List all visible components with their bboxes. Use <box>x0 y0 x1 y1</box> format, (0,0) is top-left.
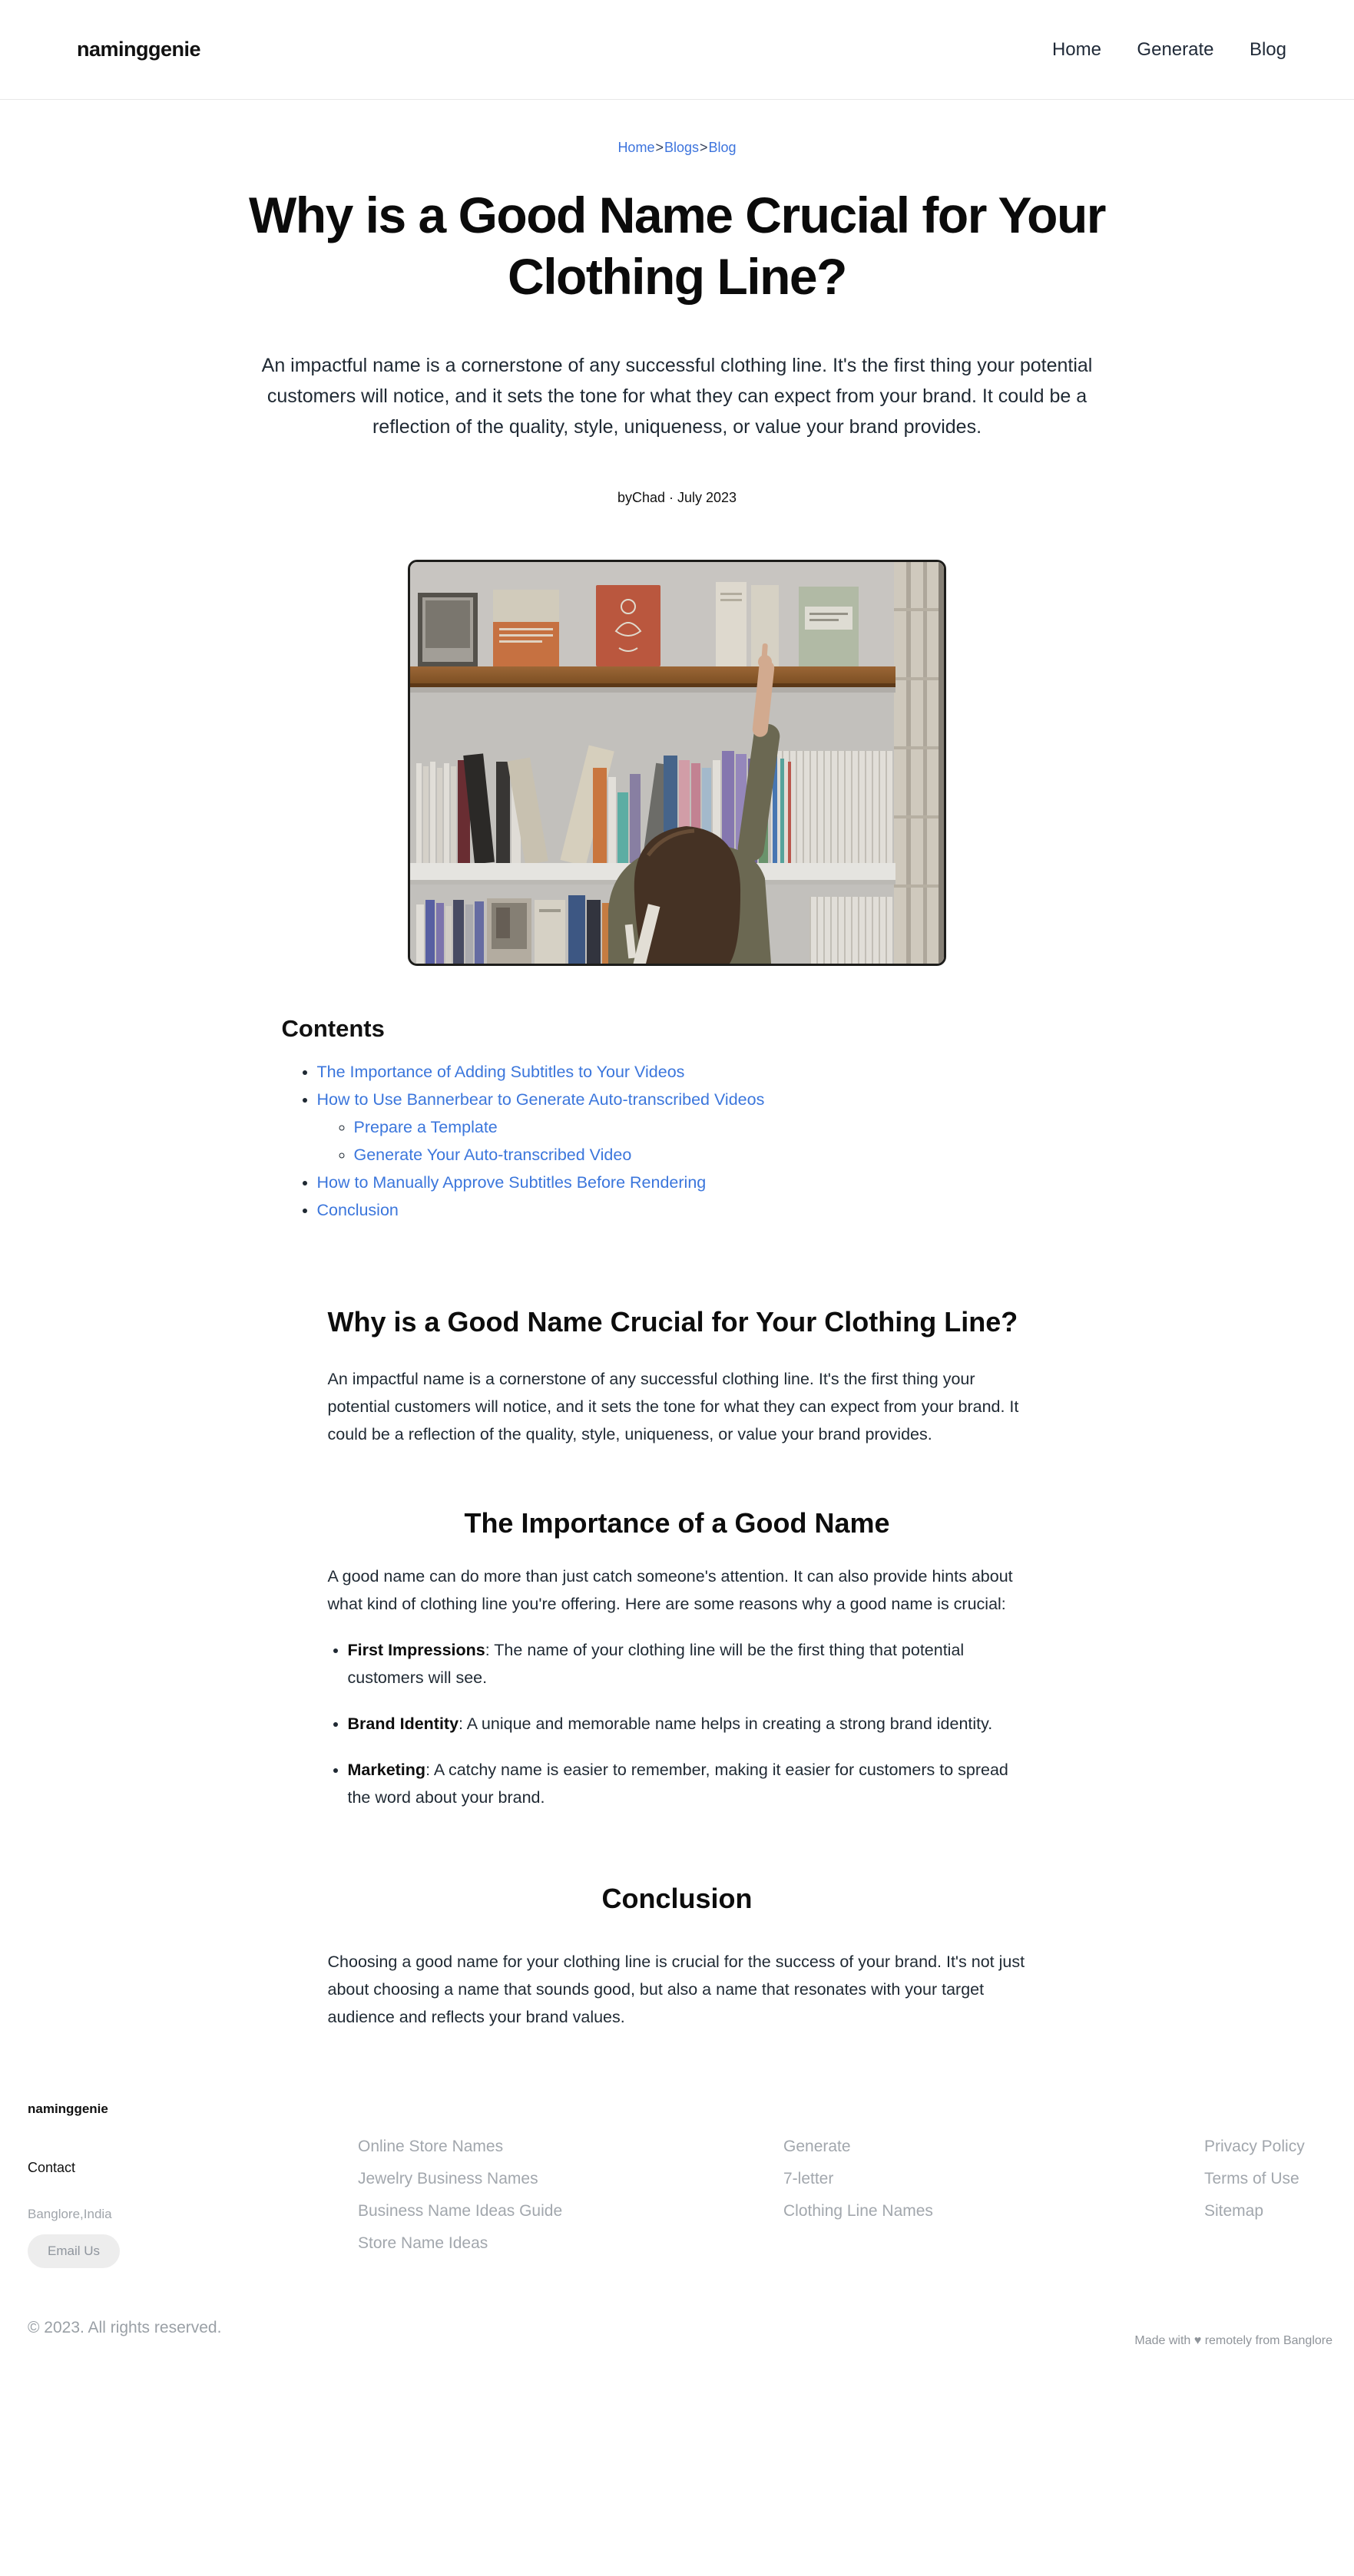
footer-link-online-store-names[interactable]: Online Store Names <box>358 2138 504 2156</box>
contents-subitem <box>354 1141 1073 1169</box>
post-byline: byChad · July 2023 <box>617 489 737 505</box>
section-paragraph: An impactful name is a cornerstone of any successful clothing line. It's the first thing your potential customers will notice, and it sets the tone for what they can expect from your brand. It could be a reflection of the quality, style, uniqueness, or value your brand provides. <box>327 1369 1019 1443</box>
breadcrumb <box>0 140 1354 156</box>
contents-sublist <box>317 1113 1073 1169</box>
post-intro: An impactful name is a cornerstone of any successful clothing line. It's the first thing your potential customers will notice, and it sets the tone for what they can expect from your brand. It could be a reflection of the quality, style, uniqueness, or value your brand provides. <box>261 354 1093 438</box>
footer-column-name-ideas <box>358 2138 783 2251</box>
contents-heading: Contents <box>281 1014 385 1042</box>
made-with-text: Made with ♥ remotely from Banglore <box>1134 2334 1332 2348</box>
page-title: Why is a Good Name Crucial for Your Clothing Line? <box>249 187 1105 305</box>
breadcrumb-blog[interactable]: Blog <box>708 140 737 155</box>
bookshelf-illustration <box>410 562 944 964</box>
contents-item <box>317 1058 1073 1086</box>
footer-link-clothing-line-names[interactable]: Clothing Line Names <box>783 2202 933 2221</box>
breadcrumb-blogs[interactable]: Blogs <box>664 140 699 155</box>
footer-columns <box>28 2101 1332 2268</box>
article-body <box>328 1301 1027 2031</box>
footer-brand-column <box>28 2101 358 2268</box>
contents-subitem <box>354 1113 1073 1141</box>
contents-link-use-bannerbear[interactable]: How to Use Bannerbear to Generate Auto-transcribed Videos <box>316 1090 765 1109</box>
footer-link-business-name-ideas-guide[interactable]: Business Name Ideas Guide <box>358 2202 563 2221</box>
contents-list <box>282 1058 1073 1224</box>
footer-contact-heading: Contact <box>28 2160 76 2176</box>
footer-link-sitemap[interactable]: Sitemap <box>1204 2202 1264 2221</box>
reason-first-impressions: • First Impressions: The name of your clothing line will be the first thing that potential customers will see. <box>348 1636 1027 1691</box>
section-paragraph: Choosing a good name for your clothing line is crucial for the success of your brand. It's not just about choosing a name that sounds good, but also a name that resonates with your target audience and reflects your brand values. <box>327 1953 1025 2027</box>
site-footer <box>0 2101 1354 2406</box>
contents-link-importance-subtitles[interactable]: The Importance of Adding Subtitles to Your Videos <box>316 1062 685 1081</box>
copyright-text: © 2023. All rights reserved. <box>28 2319 222 2337</box>
contents-link-conclusion[interactable]: Conclusion <box>316 1200 399 1219</box>
nav-item-home[interactable]: Home <box>1051 38 1101 60</box>
footer-link-generate[interactable]: Generate <box>783 2138 851 2156</box>
breadcrumb-separator: > <box>700 140 708 155</box>
nav-item-blog[interactable]: Blog <box>1249 38 1286 60</box>
footer-link-store-name-ideas[interactable]: Store Name Ideas <box>358 2234 488 2253</box>
breadcrumb-separator: > <box>655 140 664 155</box>
contents-link-generate-video[interactable]: Generate Your Auto-transcribed Video <box>353 1145 632 1164</box>
contents-item <box>317 1086 1073 1169</box>
reason-marketing: • Marketing: A catchy name is easier to remember, making it easier for customers to spread the word about your brand. <box>348 1756 1027 1811</box>
footer-link-jewelry-business-names[interactable]: Jewelry Business Names <box>358 2170 538 2188</box>
site-logo[interactable]: naminggenie <box>77 38 201 61</box>
footer-link-terms-of-use[interactable]: Terms of Use <box>1204 2170 1299 2188</box>
contents-item <box>317 1169 1073 1196</box>
article-hero-image <box>408 560 946 966</box>
footer-column-generate <box>783 2138 1204 2219</box>
reason-brand-identity: • Brand Identity: A unique and memorable name helps in creating a strong brand identity. <box>348 1710 1027 1738</box>
breadcrumb-home[interactable]: Home <box>617 140 655 155</box>
site-header <box>0 0 1354 100</box>
footer-location: Banglore,India <box>28 2207 112 2222</box>
footer-logo: naminggenie <box>28 2101 108 2117</box>
section-heading-importance: The Importance of a Good Name <box>464 1506 890 1539</box>
contents-link-manually-approve[interactable]: How to Manually Approve Subtitles Before Rendering <box>316 1172 707 1192</box>
top-navigation <box>1020 39 1286 61</box>
footer-link-privacy-policy[interactable]: Privacy Policy <box>1204 2138 1305 2156</box>
footer-column-legal <box>1204 2138 1332 2219</box>
table-of-contents <box>282 1015 1073 1224</box>
footer-bottom-bar <box>28 2319 1332 2348</box>
reasons-list <box>328 1636 1027 1811</box>
email-us-button[interactable]: Email Us <box>28 2234 120 2268</box>
contents-item <box>317 1196 1073 1224</box>
contents-link-prepare-template[interactable]: Prepare a Template <box>353 1117 498 1136</box>
footer-link-7-letter[interactable]: 7-letter <box>783 2170 834 2188</box>
nav-item-generate[interactable]: Generate <box>1137 38 1214 60</box>
section-heading-why-good-name: Why is a Good Name Crucial for Your Clothing Line? <box>327 1305 1018 1338</box>
section-paragraph: A good name can do more than just catch someone's attention. It can also provide hints about what kind of clothing line you're offering. Here are some reasons why a good name is crucial: <box>327 1567 1013 1614</box>
section-heading-conclusion: Conclusion <box>601 1883 753 1915</box>
